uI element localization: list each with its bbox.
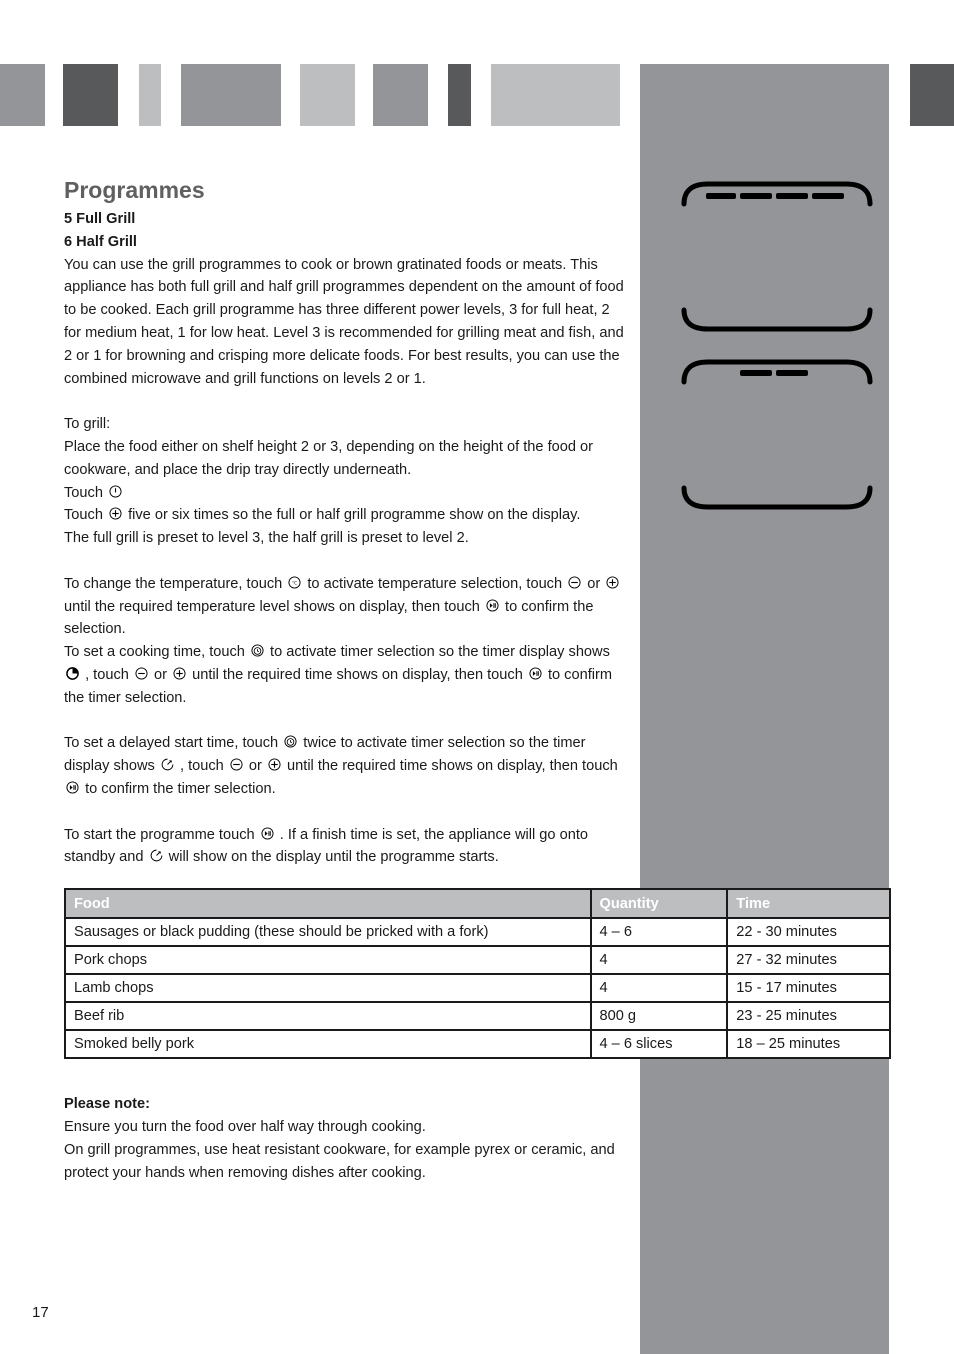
full-grill-diagram — [678, 176, 876, 326]
plus-icon — [268, 758, 281, 771]
header-block — [300, 64, 355, 126]
minus-icon — [230, 758, 243, 771]
quantity-cell: 800 g — [591, 1002, 728, 1030]
table-row — [65, 974, 890, 1002]
column-header-time: Time — [727, 889, 890, 918]
quantity-cell: 4 — [591, 946, 728, 974]
header-block — [63, 64, 118, 126]
header-block — [0, 64, 45, 126]
clock-icon — [251, 644, 264, 657]
intro-paragraph: You can use the grill programmes to cook or brown gratinated foods or meats. This appliance has both full grill and half grill programmes dependent on the amount of food to be cooked. Each grill programme has three different power levels, 3 for full heat, 2 for medium heat, 1 for low heat. Level 3 is recommended for grilling meat and fish, and 2 or 1 for browning and crisping more delicate foods. For best results, you can use the combined microwave and grill functions on levels 2 or 1. — [64, 256, 624, 387]
header-block — [448, 64, 471, 126]
quantity-cell: 4 — [591, 974, 728, 1002]
delayed-start-paragraph: To set a delayed start time, touch twice to activate timer selection so the timer display shows , touch or until the required time shows on display, then touch to confirm the timer selection. — [64, 735, 618, 797]
start-paragraph: To start the programme touch . If a finish time is set, the appliance will go onto standby and will show on the display until the programme starts. — [64, 826, 589, 866]
cooking-time-paragraph: To set a cooking time, touch to activate timer selection so the timer display shows , touch or until the required time shows on display, then touch to confirm the timer selection. — [64, 644, 613, 706]
header-block — [139, 64, 161, 126]
delay-icon — [150, 849, 163, 862]
temperature-icon — [288, 576, 301, 589]
start-pause-icon — [261, 827, 274, 840]
page-title: Programmes — [64, 177, 205, 203]
subhead-full-grill: 5 Full Grill — [64, 211, 136, 227]
quantity-cell: 4 – 6 — [591, 918, 728, 946]
plus-icon — [173, 667, 186, 680]
half-grill-diagram — [678, 354, 876, 504]
start-pause-icon — [486, 599, 499, 612]
minus-icon — [135, 667, 148, 680]
header-block — [181, 64, 281, 126]
time-cell: 18 – 25 minutes — [727, 1030, 890, 1058]
note-heading: Please note: — [64, 1096, 150, 1112]
note-line: On grill programmes, use heat resistant cookware, for example pyrex or ceramic, and protect your hands when removing dishes after cooking. — [64, 1142, 615, 1181]
table-header-row — [65, 889, 890, 918]
food-cell: Beef rib — [65, 1002, 591, 1030]
grill-times-table — [64, 888, 891, 1059]
please-note-section — [64, 1093, 624, 1185]
column-header-quantity: Quantity — [591, 889, 728, 918]
minus-icon — [568, 576, 581, 589]
start-pause-icon — [66, 781, 79, 794]
food-cell: Sausages or black pudding (these should be pricked with a fork) — [65, 918, 591, 946]
svg-text:°C: °C — [292, 580, 298, 586]
page-number: 17 — [32, 1304, 49, 1321]
food-cell: Smoked belly pork — [65, 1030, 591, 1058]
clock-icon — [284, 735, 297, 748]
temperature-paragraph: To change the temperature, touch °C to activate temperature selection, touch or until the required temperature level shows on display, then touch to confirm the selection. — [64, 573, 624, 641]
time-cell: 15 - 17 minutes — [727, 974, 890, 1002]
touch-power-line: Touch — [64, 482, 624, 505]
column-header-food: Food — [65, 889, 591, 918]
timer-display-icon — [66, 667, 79, 680]
subhead-half-grill: 6 Half Grill — [64, 233, 137, 250]
header-block — [910, 64, 954, 126]
table-row — [65, 918, 890, 946]
start-pause-icon — [529, 667, 542, 680]
table-row — [65, 1002, 890, 1030]
food-cell: Pork chops — [65, 946, 591, 974]
main-content — [64, 174, 624, 869]
plus-icon — [606, 576, 619, 589]
time-cell: 22 - 30 minutes — [727, 918, 890, 946]
table-row — [65, 1030, 890, 1058]
table-row — [65, 946, 890, 974]
header-block — [491, 64, 620, 126]
power-icon — [109, 485, 122, 498]
time-cell: 23 - 25 minutes — [727, 1002, 890, 1030]
to-grill-line: Place the food either on shelf height 2 or 3, depending on the height of the food or cookware, and place the drip tray directly underneath. — [64, 438, 594, 478]
note-line: Ensure you turn the food over half way through cooking. — [64, 1119, 426, 1135]
header-block — [373, 64, 428, 126]
to-grill-heading: To grill: — [64, 416, 111, 433]
delay-icon — [161, 758, 174, 771]
food-cell: Lamb chops — [65, 974, 591, 1002]
quantity-cell: 4 – 6 slices — [591, 1030, 728, 1058]
plus-icon — [109, 507, 122, 520]
preset-line: The full grill is preset to level 3, the half grill is preset to level 2. — [64, 530, 469, 547]
touch-plus-line: Touch five or six times so the full or half grill programme show on the display. — [64, 507, 581, 524]
time-cell: 27 - 32 minutes — [727, 946, 890, 974]
